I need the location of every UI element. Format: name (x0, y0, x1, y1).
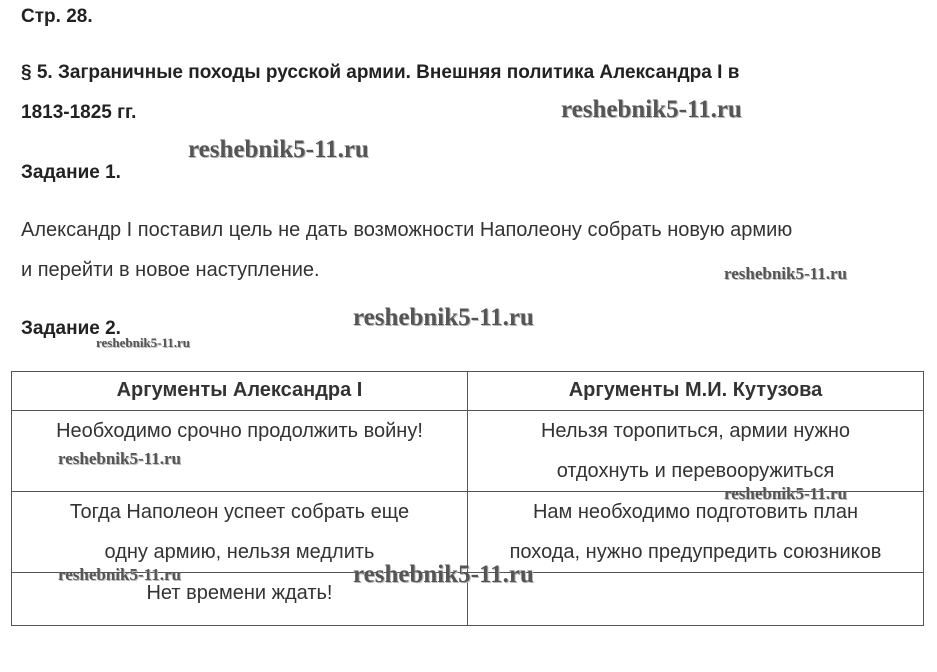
section-title-line-1: § 5. Заграничные походы русской армии. Внешняя политика Александра I в (21, 62, 740, 83)
watermark: reshebnik5-11.ru (724, 264, 847, 283)
cell-text-line: Тогда Наполеон успеет собрать еще (69, 501, 410, 523)
table-cell-kutuzov (468, 573, 924, 626)
watermark: reshebnik5-11.ru (724, 484, 847, 503)
task-1-answer-line-2: и перейти в новое наступление. (21, 259, 320, 281)
section-title-line-2: 1813-1825 гг. (21, 102, 137, 123)
watermark: reshebnik5-11.ru (353, 561, 534, 588)
cell-text-line: Необходимо срочно продолжить войну! (56, 420, 423, 442)
watermark: reshebnik5-11.ru (96, 335, 191, 350)
cell-text-line: одну армию, нельзя медлить (104, 541, 375, 563)
column-header-kutuzov: Аргументы М.И. Кутузова (468, 372, 924, 411)
cell-text-line: Нам необходимо подготовить план (532, 501, 859, 523)
column-header-alexander: Аргументы Александра I (12, 372, 468, 411)
cell-text-line: похода, нужно предупредить союзников (509, 541, 882, 563)
watermark: reshebnik5-11.ru (561, 96, 742, 123)
task-1-answer-line-1: Александр I поставил цель не дать возможности Наполеону собрать новую армию (21, 219, 793, 241)
table-cell-kutuzov (468, 411, 924, 492)
watermark: reshebnik5-11.ru (353, 304, 534, 331)
page-reference: Стр. 28. (21, 6, 93, 27)
watermark: reshebnik5-11.ru (58, 449, 181, 468)
watermark: reshebnik5-11.ru (188, 136, 369, 163)
cell-text-line: Нет времени ждать! (146, 582, 333, 604)
task-1-heading: Задание 1. (21, 162, 121, 183)
table-header-row (12, 372, 924, 411)
cell-text-line: отдохнуть и перевооружиться (556, 460, 835, 482)
watermark: reshebnik5-11.ru (58, 565, 181, 584)
table-cell-kutuzov (468, 492, 924, 573)
cell-text-line: Нельзя торопиться, армии нужно (540, 420, 851, 442)
task-2-heading: Задание 2. (21, 318, 121, 339)
